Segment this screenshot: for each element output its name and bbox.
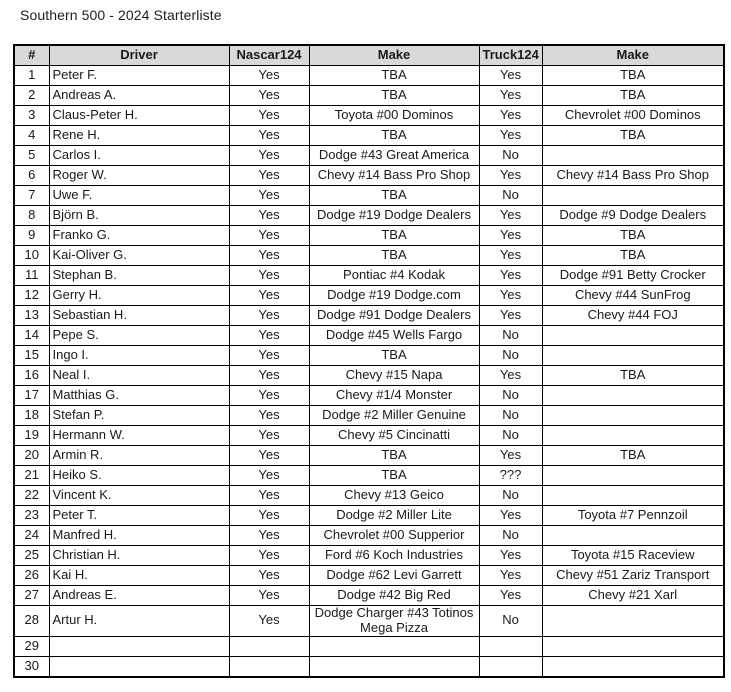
table-cell [309,656,479,677]
table-cell: 18 [14,406,49,426]
table-cell: Yes [229,146,309,166]
table-cell [542,606,724,637]
table-cell: 22 [14,486,49,506]
table-cell: Toyota #15 Raceview [542,546,724,566]
table-cell: Yes [229,186,309,206]
table-cell: 4 [14,126,49,146]
table-row [14,526,724,546]
table-cell: Yes [229,606,309,637]
table-cell: TBA [309,186,479,206]
table-row [14,386,724,406]
table-cell: Chevy #13 Geico [309,486,479,506]
table-cell: Chevrolet #00 Dominos [542,106,724,126]
table-cell: Sebastian H. [49,306,229,326]
table-cell: Dodge #43 Great America [309,146,479,166]
table-row [14,146,724,166]
table-cell: Yes [479,226,542,246]
table-cell: 26 [14,566,49,586]
table-cell: TBA [309,226,479,246]
table-cell: Toyota #7 Pennzoil [542,506,724,526]
table-row [14,506,724,526]
table-cell: No [479,606,542,637]
table-cell: Kai-Oliver G. [49,246,229,266]
table-cell: 2 [14,86,49,106]
table-cell: Yes [229,226,309,246]
table-cell: Dodge #62 Levi Garrett [309,566,479,586]
table-cell: Yes [229,206,309,226]
table-header [14,45,724,66]
table-cell: Yes [479,586,542,606]
table-cell: Yes [229,506,309,526]
table-row [14,446,724,466]
table-cell: Yes [479,306,542,326]
table-cell: TBA [542,126,724,146]
table-cell: Christian H. [49,546,229,566]
table-cell: Yes [229,246,309,266]
table-cell: 6 [14,166,49,186]
table-cell: 19 [14,426,49,446]
table-cell: Yes [229,366,309,386]
table-cell: Chevy #14 Bass Pro Shop [309,166,479,186]
table-cell: Kai H. [49,566,229,586]
table-row [14,166,724,186]
column-header-0: # [14,45,49,66]
table-row [14,286,724,306]
table-cell: Toyota #00 Dominos [309,106,479,126]
table-cell: Chevy #14 Bass Pro Shop [542,166,724,186]
table-cell: Yes [229,346,309,366]
table-cell: Yes [229,266,309,286]
table-cell: Yes [479,286,542,306]
table-cell: TBA [542,226,724,246]
table-cell: TBA [309,446,479,466]
table-row [14,126,724,146]
table-row [14,326,724,346]
table-cell: Andreas A. [49,86,229,106]
table-cell: 8 [14,206,49,226]
table-cell: Yes [229,106,309,126]
table-cell: Rene H. [49,126,229,146]
table-cell: Chevy #51 Zariz Transport [542,566,724,586]
header-row [14,45,724,66]
table-cell: 24 [14,526,49,546]
table-cell [542,426,724,446]
table-cell: Roger W. [49,166,229,186]
table-cell: Dodge #19 Dodge.com [309,286,479,306]
table-cell: Uwe F. [49,186,229,206]
table-cell [542,326,724,346]
table-cell: Yes [229,426,309,446]
table-cell: Yes [479,446,542,466]
table-cell: 10 [14,246,49,266]
table-cell: TBA [542,86,724,106]
table-cell [49,636,229,656]
table-row [14,106,724,126]
table-cell: Stephan B. [49,266,229,286]
table-cell: Gerry H. [49,286,229,306]
table-cell: Yes [229,466,309,486]
table-cell: Ford #6 Koch Industries [309,546,479,566]
table-cell: Dodge #2 Miller Genuine [309,406,479,426]
table-cell: Yes [229,126,309,146]
table-row [14,406,724,426]
table-cell: 16 [14,366,49,386]
table-cell: Yes [479,206,542,226]
table-cell: No [479,526,542,546]
table-cell: 29 [14,636,49,656]
table-cell: No [479,146,542,166]
table-cell: Dodge #2 Miller Lite [309,506,479,526]
table-cell: 13 [14,306,49,326]
table-cell: 20 [14,446,49,466]
table-row [14,66,724,86]
table-cell: Vincent K. [49,486,229,506]
table-cell: No [479,186,542,206]
column-header-5: Make [542,45,724,66]
table-cell: Chevy #44 FOJ [542,306,724,326]
table-row [14,636,724,656]
table-row [14,656,724,677]
table-cell: Heiko S. [49,466,229,486]
table-cell: Ingo I. [49,346,229,366]
table-cell: TBA [542,366,724,386]
table-cell: 21 [14,466,49,486]
table-cell: Dodge #91 Dodge Dealers [309,306,479,326]
table-cell: No [479,386,542,406]
table-cell: Armin R. [49,446,229,466]
table-cell: Yes [229,566,309,586]
table-cell: Stefan P. [49,406,229,426]
table-cell [542,486,724,506]
table-cell: Hermann W. [49,426,229,446]
table-cell: Dodge #9 Dodge Dealers [542,206,724,226]
table-cell: 28 [14,606,49,637]
page-title: Southern 500 - 2024 Starterliste [20,7,222,23]
table-cell: 17 [14,386,49,406]
table-cell: 5 [14,146,49,166]
table-cell: Andreas E. [49,586,229,606]
table-cell: Yes [479,166,542,186]
table-cell [229,656,309,677]
column-header-1: Driver [49,45,229,66]
table-cell: 30 [14,656,49,677]
table-cell: ??? [479,466,542,486]
table-cell: Yes [229,66,309,86]
table-cell: Yes [479,66,542,86]
table-cell: Neal I. [49,366,229,386]
table-cell: Chevy #44 SunFrog [542,286,724,306]
table-cell: Yes [229,406,309,426]
table-cell [309,636,479,656]
table-cell [542,406,724,426]
table-cell: TBA [309,126,479,146]
table-cell: Dodge #19 Dodge Dealers [309,206,479,226]
table-cell: Chevrolet #00 Supperior [309,526,479,546]
table-cell [479,636,542,656]
table-row [14,206,724,226]
table-cell: Yes [479,546,542,566]
table-cell [542,346,724,366]
table-cell: Yes [229,306,309,326]
table-cell: 15 [14,346,49,366]
table-cell: Franko G. [49,226,229,246]
table-cell [542,636,724,656]
table-cell: Yes [479,566,542,586]
table-cell: 27 [14,586,49,606]
table-cell: TBA [309,246,479,266]
table-cell: TBA [309,86,479,106]
table-cell: Peter F. [49,66,229,86]
column-header-4: Truck124 [479,45,542,66]
table-cell: No [479,486,542,506]
table-cell: Artur H. [49,606,229,637]
table-cell: Dodge #45 Wells Fargo [309,326,479,346]
table-row [14,186,724,206]
table-cell: Björn B. [49,206,229,226]
table-body [14,66,724,677]
table-cell: Dodge #91 Betty Crocker [542,266,724,286]
table-cell: Yes [229,326,309,346]
table-cell [542,526,724,546]
table-cell: 9 [14,226,49,246]
table-cell [542,386,724,406]
table-cell [542,186,724,206]
table-row [14,566,724,586]
table-cell: No [479,346,542,366]
table-cell: No [479,406,542,426]
table-cell: Yes [479,366,542,386]
table-row [14,606,724,637]
table-cell: Dodge #42 Big Red [309,586,479,606]
table-cell: Yes [479,246,542,266]
table-cell: 1 [14,66,49,86]
table-row [14,266,724,286]
table-cell: Dodge Charger #43 Totinos Mega Pizza [309,606,479,637]
column-header-2: Nascar124 [229,45,309,66]
table-row [14,366,724,386]
table-cell: Yes [479,86,542,106]
table-row [14,426,724,446]
table-cell: Yes [229,546,309,566]
table-cell: 11 [14,266,49,286]
table-cell: Yes [479,266,542,286]
table-cell [542,656,724,677]
table-cell: Manfred H. [49,526,229,546]
table-cell: Chevy #5 Cincinatti [309,426,479,446]
table-cell: Yes [229,446,309,466]
table-cell: Yes [229,286,309,306]
table-cell: Yes [229,386,309,406]
table-cell: Yes [229,586,309,606]
starter-table [13,44,725,678]
table-cell [49,656,229,677]
table-cell: Yes [229,486,309,506]
column-header-3: Make [309,45,479,66]
table-cell: Yes [229,166,309,186]
table-cell: Peter T. [49,506,229,526]
table-cell: TBA [309,466,479,486]
table-cell [479,656,542,677]
table-cell: 14 [14,326,49,346]
table-cell: No [479,426,542,446]
table-cell: 12 [14,286,49,306]
table-cell: Pepe S. [49,326,229,346]
table-cell: Chevy #1/4 Monster [309,386,479,406]
table-row [14,586,724,606]
table-row [14,486,724,506]
table-cell: Carlos I. [49,146,229,166]
table-cell: Matthias G. [49,386,229,406]
table-cell: No [479,326,542,346]
table-row [14,246,724,266]
table-cell: 23 [14,506,49,526]
table-cell: TBA [309,66,479,86]
table-cell: 25 [14,546,49,566]
table-cell: TBA [542,446,724,466]
table-cell: Yes [229,526,309,546]
table-cell: Pontiac #4 Kodak [309,266,479,286]
table-cell [229,636,309,656]
table-cell [542,146,724,166]
table-cell: 3 [14,106,49,126]
table-row [14,346,724,366]
table-row [14,546,724,566]
table-cell: TBA [542,246,724,266]
table-cell: 7 [14,186,49,206]
table-row [14,306,724,326]
table-cell: Claus-Peter H. [49,106,229,126]
table-cell: Chevy #15 Napa [309,366,479,386]
table-cell: Yes [479,126,542,146]
table-cell: TBA [309,346,479,366]
table-cell: Yes [479,506,542,526]
table-cell [542,466,724,486]
table-cell: TBA [542,66,724,86]
table-row [14,226,724,246]
table-cell: Chevy #21 Xarl [542,586,724,606]
table-cell: Yes [479,106,542,126]
table-row [14,86,724,106]
table-cell: Yes [229,86,309,106]
table-row [14,466,724,486]
